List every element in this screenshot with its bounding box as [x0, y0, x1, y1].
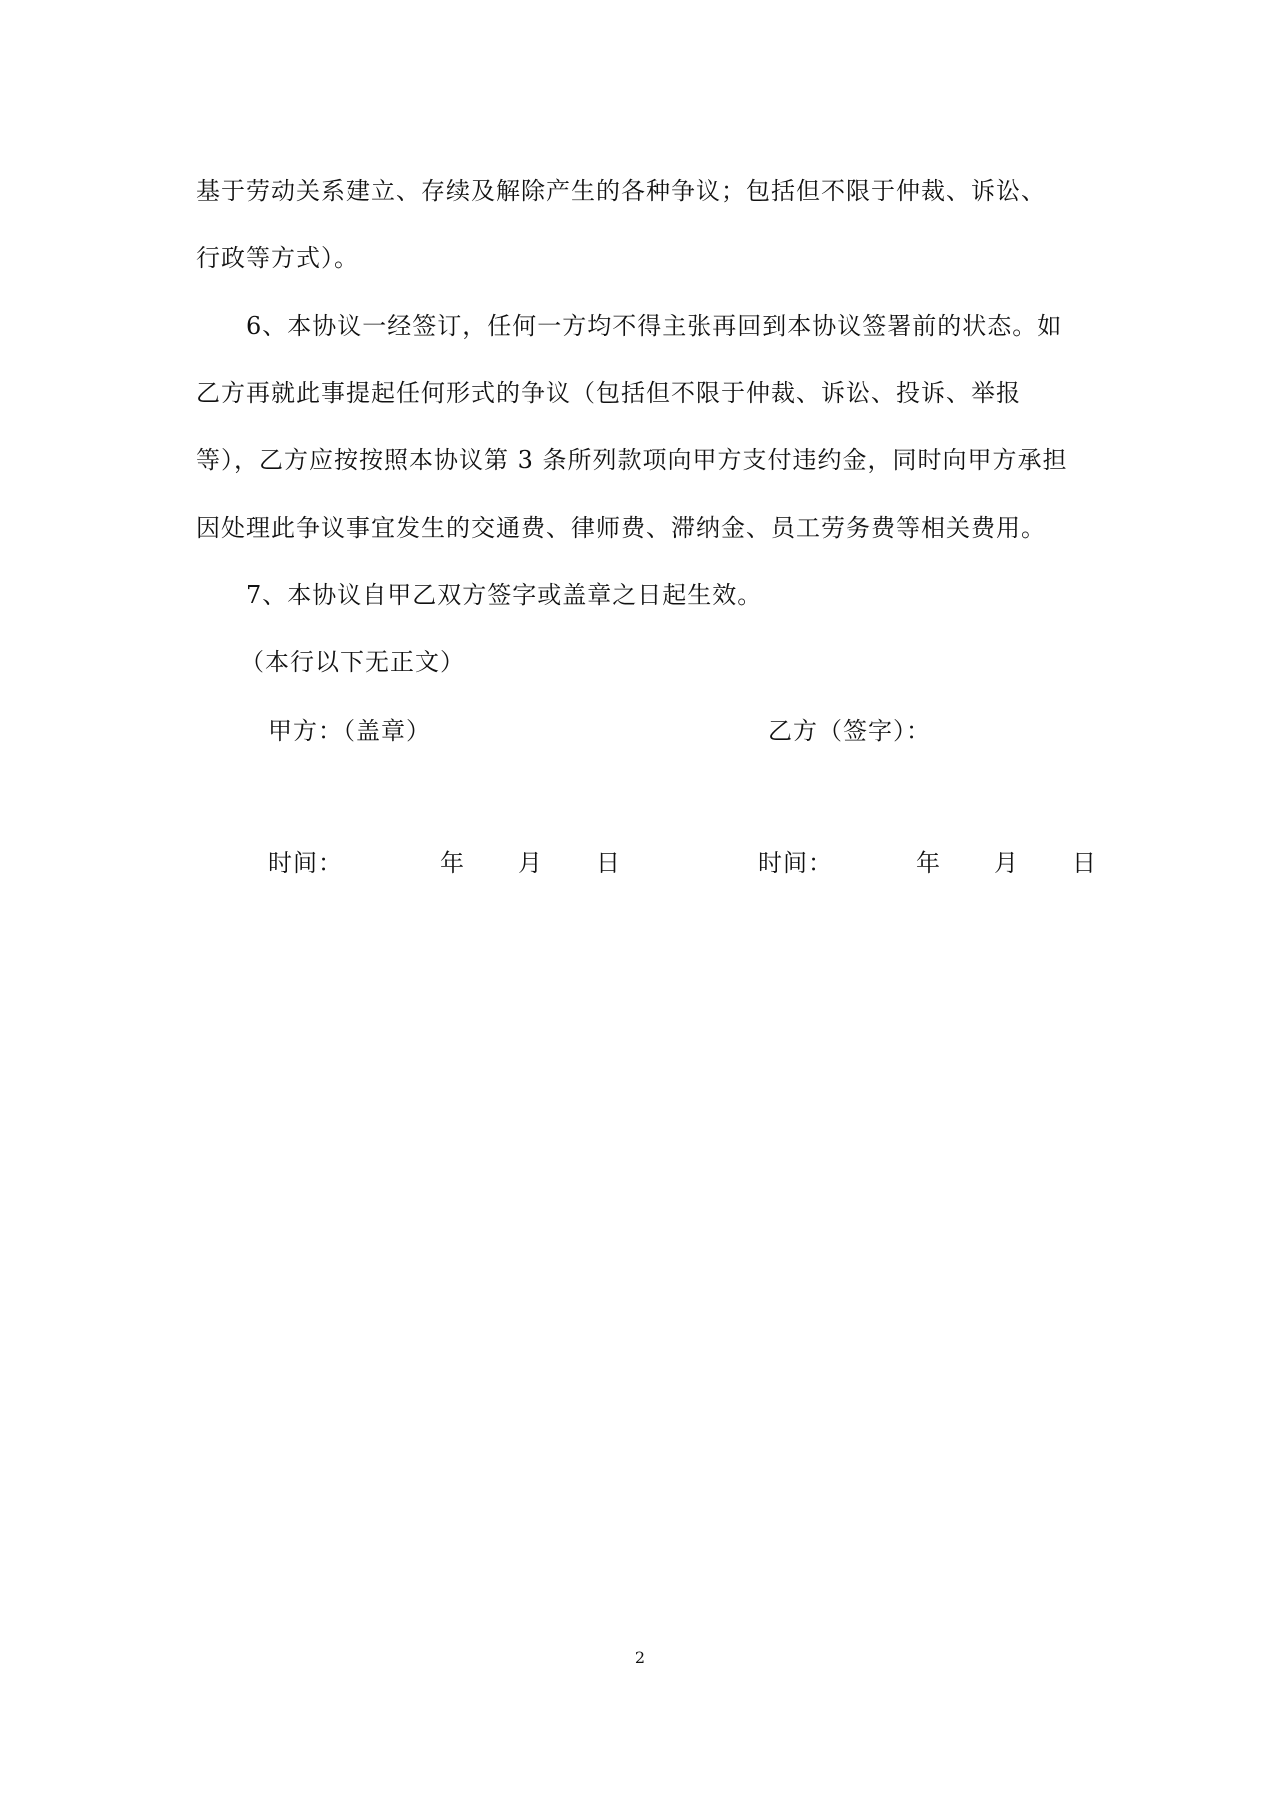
party-b-year: 年: [916, 849, 941, 877]
no-text-below-note: （本行以下无正文）: [240, 648, 465, 676]
party-b-month: 月: [994, 849, 1019, 877]
party-a-year: 年: [440, 849, 465, 877]
party-a-date-label: 时间：: [268, 849, 343, 877]
paragraph-7: 7、本协议自甲乙双方签字或盖章之日起生效。: [246, 581, 763, 609]
party-b-day: 日: [1072, 849, 1097, 877]
party-b-date-label: 时间：: [758, 849, 833, 877]
paragraph-6-line-2: 乙方再就此事提起任何形式的争议（包括但不限于仲裁、诉讼、投诉、举报: [196, 379, 1021, 407]
page-number: 2: [634, 1648, 646, 1667]
party-a-day: 日: [596, 849, 621, 877]
party-a-seal-label: 甲方：（盖章）: [268, 717, 431, 745]
paragraph-6-line-4: 因处理此争议事宜发生的交通费、律师费、滞纳金、员工劳务费等相关费用。: [196, 514, 1046, 542]
paragraph-5-line-1: 基于劳动关系建立、存续及解除产生的各种争议；包括但不限于仲裁、诉讼、: [196, 177, 1046, 205]
party-a-month: 月: [518, 849, 543, 877]
paragraph-6-line-1: 6、本协议一经签订，任何一方均不得主张再回到本协议签署前的状态。如: [246, 312, 1063, 340]
party-b-sign-label: 乙方（签字）：: [768, 717, 931, 745]
paragraph-6-line-3: 等），乙方应按按照本协议第 3 条所列款项向甲方支付违约金，同时向甲方承担: [196, 446, 1068, 474]
paragraph-5-line-2: 行政等方式）。: [196, 244, 359, 272]
